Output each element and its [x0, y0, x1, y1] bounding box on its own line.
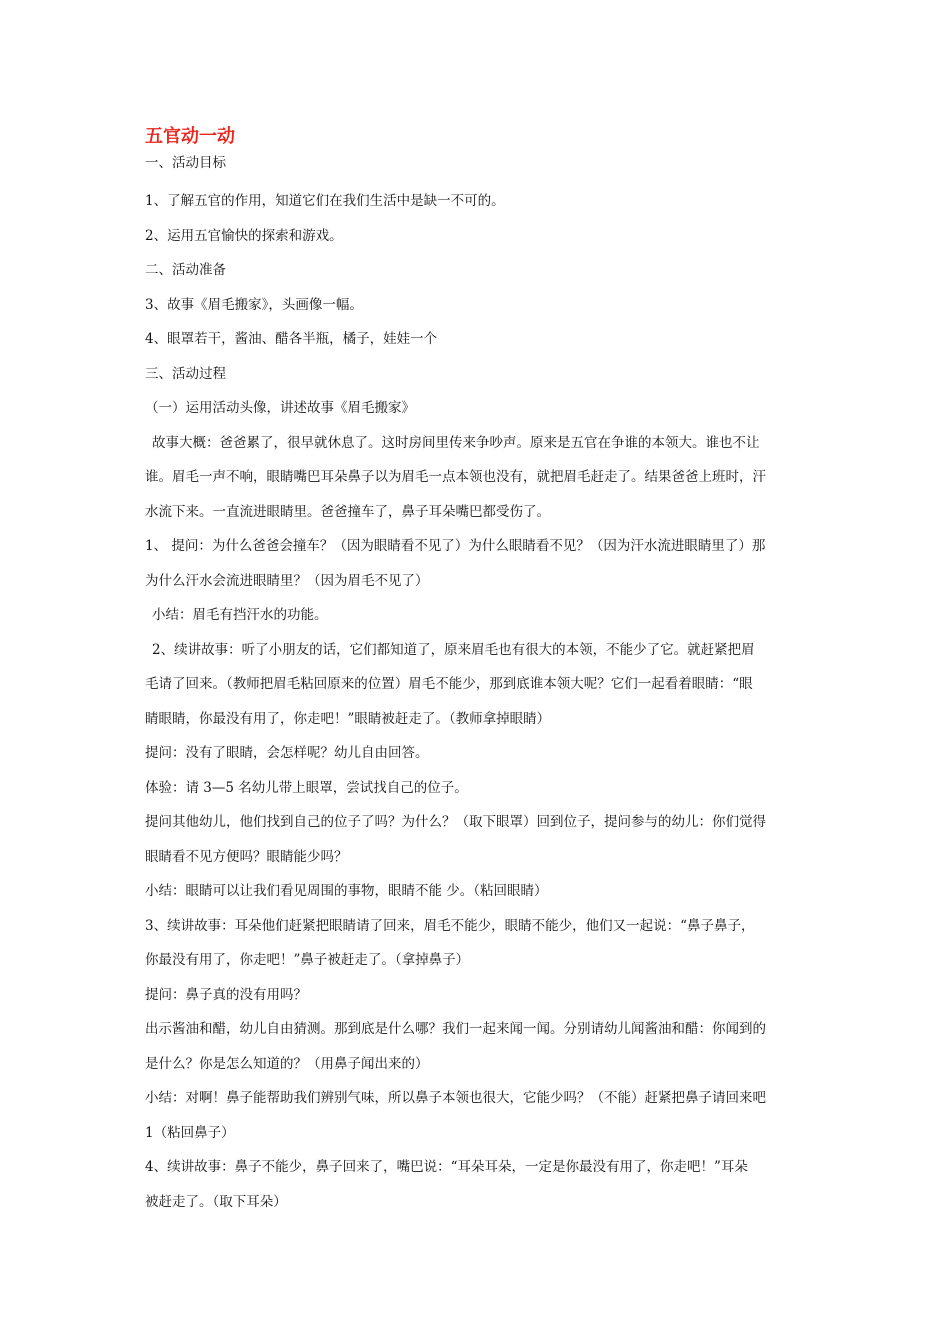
paragraph: 3、续讲故事：耳朵他们赶紧把眼睛请了回来，眉毛不能少，眼睛不能少，他们又一起说：“鼻子鼻子， — [145, 917, 755, 934]
paragraph: 4、眼罩若干，酱油、醋各半瓶，橘子，娃娃一个 — [145, 331, 438, 347]
paragraph: 1、了解五官的作用，知道它们在我们生活中是缺一不可的。 — [145, 193, 505, 209]
section-heading-preparation: 二、活动准备 — [145, 262, 226, 278]
paragraph: 你最没有用了，你走吧！”鼻子被赶走了。（拿掉鼻子） — [145, 952, 470, 968]
section-heading-process: 三、活动过程 — [145, 365, 226, 382]
paragraph: 小结：对啊！鼻子能帮助我们辨别气味，所以鼻子本领也很大，它能少吗？（不能）赶紧把鼻子请回来吧 — [145, 1090, 766, 1106]
paragraph: 故事大概：爸爸累了，很早就休息了。这时房间里传来争吵声。原来是五官在争谁的本领大。谁也不让 — [152, 434, 760, 451]
paragraph: 小结：眉毛有挡汗水的功能。 — [152, 607, 328, 623]
document-page — [145, 124, 810, 1219]
paragraph: 3、故事《眉毛搬家》，头画像一幅。 — [145, 296, 363, 313]
document-title: 五官动一动 — [145, 126, 235, 147]
paragraph: 4、续讲故事：鼻子不能少，鼻子回来了，嘴巴说：“耳朵耳朵，一定是你最没有用了，你走吧！”耳朵 — [145, 1159, 748, 1175]
paragraph: 提问：鼻子真的没有用吗？ — [145, 986, 307, 1003]
paragraph: 提问：没有了眼睛，会怎样呢？幼儿自由回答。 — [145, 745, 429, 761]
paragraph: 眼睛看不见方便吗？眼睛能少吗？ — [145, 848, 348, 865]
paragraph: 为什么汗水会流进眼睛里？（因为眉毛不见了） — [145, 572, 429, 589]
paragraph: 体验：请 3—5 名幼儿带上眼罩，尝试找自己的位子。 — [145, 779, 468, 796]
paragraph: 毛请了回来。（教师把眉毛粘回原来的位置）眉毛不能少，那到底谁本领大呢？它们一起看着眼睛：“眼 — [145, 676, 753, 692]
paragraph: 2、运用五官愉快的探索和游戏。 — [145, 227, 343, 244]
paragraph: 谁。眉毛一声不响，眼睛嘴巴耳朵鼻子以为眉毛一点本领也没有，就把眉毛赶走了。结果爸爸上班时，汗 — [145, 469, 766, 485]
paragraph: 被赶走了。（取下耳朵） — [145, 1193, 287, 1210]
paragraph: 睛眼睛，你最没有用了，你走吧！”眼睛被赶走了。（教师拿掉眼睛） — [145, 710, 551, 727]
paragraph: 提问其他幼儿，他们找到自己的位子了吗？为什么？（取下眼罩）回到位子，提问参与的幼儿：你们觉得 — [145, 814, 766, 830]
paragraph: 2、续讲故事：听了小朋友的话，它们都知道了，原来眉毛也有很大的本领，不能少了它。就赶紧把眉 — [152, 641, 755, 658]
subsection-heading: （一）运用活动头像，讲述故事《眉毛搬家》 — [145, 400, 415, 416]
paragraph: 小结：眼睛可以让我们看见周围的事物，眼睛不能 少。（粘回眼睛） — [145, 883, 548, 899]
paragraph: 是什么？你是怎么知道的？（用鼻子闻出来的） — [145, 1055, 429, 1072]
paragraph: 1（粘回鼻子） — [145, 1124, 235, 1141]
paragraph: 出示酱油和醋，幼儿自由猜测。那到底是什么哪？我们一起来闻一闻。分别请幼儿闻酱油和醋：你闻到的 — [145, 1021, 766, 1037]
section-heading-goals: 一、活动目标 — [145, 155, 226, 171]
paragraph: 1、 提问：为什么爸爸会撞车？（因为眼睛看不见了）为什么眼睛看不见？（因为汗水流进眼睛里了）那 — [145, 538, 766, 554]
paragraph: 水流下来。一直流进眼睛里。爸爸撞车了，鼻子耳朵嘴巴都受伤了。 — [145, 503, 550, 520]
